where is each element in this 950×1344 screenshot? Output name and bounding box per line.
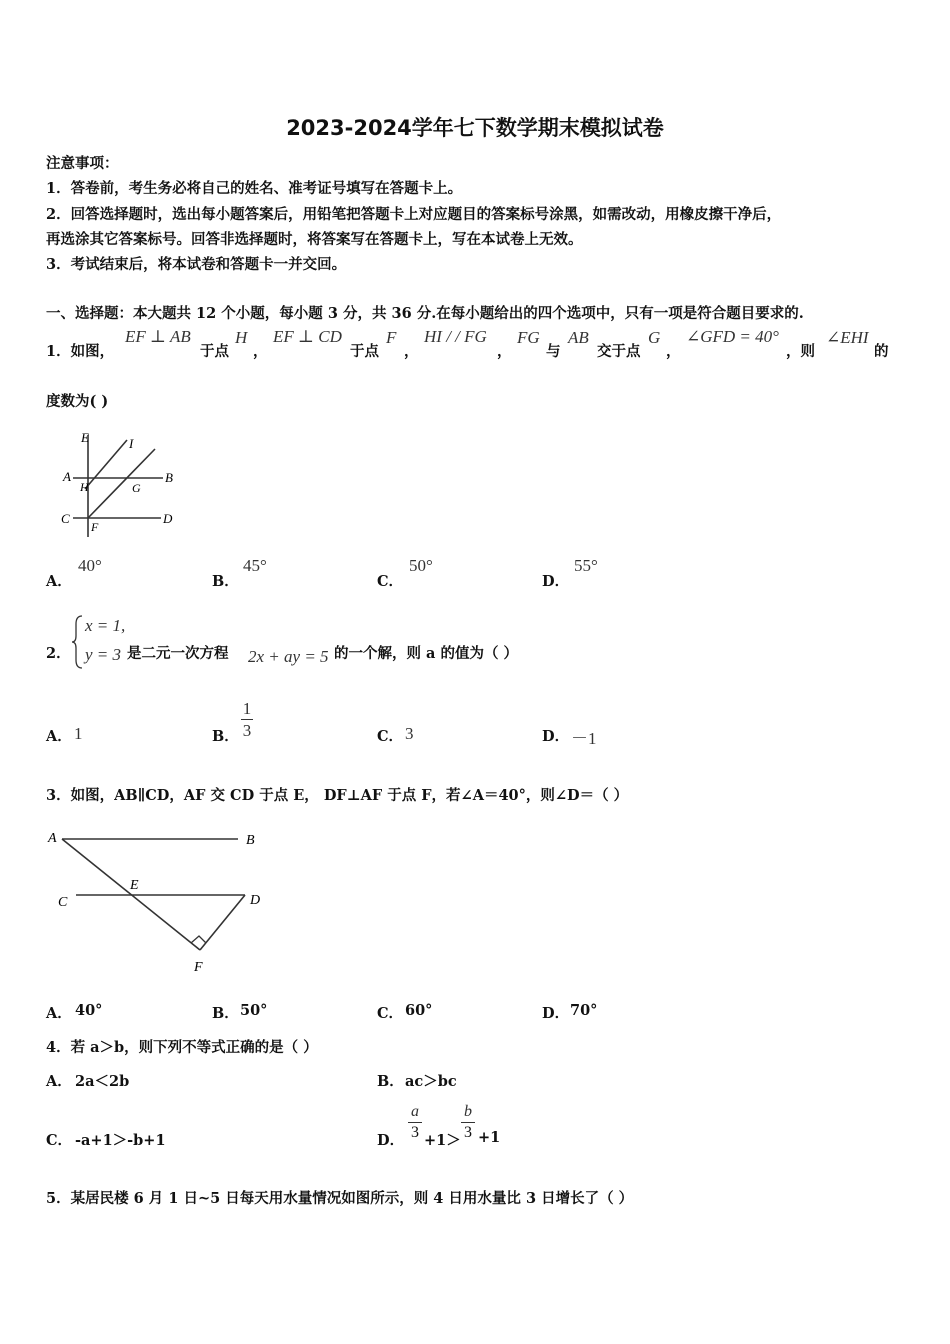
option-label: B． <box>212 728 239 745</box>
q1-text: ， <box>497 343 512 360</box>
label-e: E <box>81 430 89 445</box>
q1-text: 交于点 <box>597 343 641 360</box>
q3-text: 3．如图，AB∥CD，AF 交 CD 于点 E， DF⊥AF 于点 F，若∠A＝40°，则∠D＝（ ） <box>46 787 629 804</box>
notes-item-1: 1．答卷前，考生务必将自己的姓名、准考证号填写在答题卡上。 <box>46 180 463 197</box>
label-b: B <box>246 833 255 848</box>
label-h: H <box>80 480 89 494</box>
q1-text: 与 <box>546 343 561 360</box>
option-label: D． <box>542 728 570 745</box>
label-c: C <box>61 511 70 526</box>
q1-text: 于点 <box>200 343 229 360</box>
denominator: 3 <box>411 1124 419 1141</box>
label-g: G <box>132 481 141 495</box>
line-hi <box>85 440 127 489</box>
label-e: E <box>130 878 139 893</box>
notes-item-2: 2．回答选择题时，选出每小题答案后，用铅笔把答题卡上对应题目的答案标号涂黑，如需改动，用橡皮擦干净后， <box>46 206 782 223</box>
brace-icon <box>70 614 84 670</box>
numerator: 1 <box>242 699 252 718</box>
option-label: B． <box>212 1005 239 1022</box>
option-label: D． <box>377 1132 405 1149</box>
q1-math-fg: FG <box>517 328 540 347</box>
option-text: +1＞ <box>424 1132 461 1149</box>
fraction-a-over-3 <box>408 1104 422 1141</box>
label-d: D <box>250 893 261 908</box>
page-title: 2023-2024学年七下数学期末模拟试卷 <box>286 116 664 140</box>
option-value: 2a＜2b <box>75 1073 130 1090</box>
section-heading: 一、选择题：本大题共 12 个小题，每小题 3 分，共 36 分.在每小题给出的四个选项中，只有一项是符合题目要求的. <box>46 305 804 322</box>
q1-math-g: G <box>648 328 661 347</box>
option-value: 50° <box>409 556 433 575</box>
option-value: 40° <box>75 1002 103 1019</box>
q2-text-2: 的一个解，则 a 的值为（ ） <box>334 645 519 662</box>
label-a: A <box>63 469 71 484</box>
option-value: 45° <box>243 556 267 575</box>
q1-math-hi-parallel-fg: HI / / FG <box>424 327 487 346</box>
option-label: D． <box>542 573 570 590</box>
option-value-fraction <box>241 700 253 739</box>
option-label: C． <box>46 1132 73 1149</box>
q2-equation: 2x + ay = 5 <box>248 647 329 666</box>
q1-math-angle-ehi: ∠EHI <box>826 328 869 347</box>
option-value: 60° <box>405 1002 433 1019</box>
numerator: a <box>411 1103 419 1120</box>
option-value: ac＞bc <box>405 1073 457 1090</box>
q1-text: ， <box>666 343 681 360</box>
fraction-b-over-3 <box>461 1104 475 1141</box>
option-label: B． <box>377 1073 404 1090</box>
option-value: 3 <box>405 724 414 743</box>
label-i: I <box>129 436 134 451</box>
option-value: －1 <box>571 729 597 748</box>
option-label: D． <box>542 1005 570 1022</box>
option-value: 40° <box>78 556 102 575</box>
option-label: A． <box>46 1073 72 1090</box>
numerator: b <box>464 1103 472 1120</box>
label-f: F <box>91 520 99 534</box>
q1-line2: 度数为( ) <box>46 393 109 410</box>
denominator: 3 <box>242 721 252 740</box>
q1-text: ，则 <box>786 343 815 360</box>
label-b: B <box>165 470 173 485</box>
q1-text: 于点 <box>350 343 379 360</box>
q1-math-ef-perp-ab: EF ⊥ AB <box>125 327 191 346</box>
option-value: 1 <box>74 724 83 743</box>
q2-system-eq2: y = 3 <box>85 645 122 664</box>
q1-math-ef-perp-cd: EF ⊥ CD <box>273 327 342 346</box>
option-text: +1 <box>478 1129 501 1146</box>
notes-item-2-cont: 再选涂其它答案标号。回答非选择题时，将答案写在答题卡上，写在本试卷上无效。 <box>46 231 583 248</box>
option-label: A． <box>46 1005 72 1022</box>
q3-figure <box>40 822 280 982</box>
option-label: A． <box>46 728 72 745</box>
q2-system-eq1: x = 1, <box>85 616 126 635</box>
option-label: A． <box>46 573 72 590</box>
denominator: 3 <box>464 1124 472 1141</box>
q1-text: 的 <box>874 343 889 360</box>
q1-text: ， <box>253 343 268 360</box>
option-value: -a+1＞-b+1 <box>75 1132 166 1149</box>
q5-text: 5．某居民楼 6 月 1 日~5 日每天用水量情况如图所示，则 4 日用水量比 3 日增长了（ ） <box>46 1190 634 1207</box>
label-d: D <box>163 511 173 526</box>
label-f: F <box>194 960 203 975</box>
q1-math-angle-gfd: ∠GFD = 40° <box>686 327 779 346</box>
q4-text: 4．若 a＞b，则下列不等式正确的是（ ） <box>46 1039 318 1056</box>
q2-text: 是二元一次方程 <box>127 645 229 662</box>
q1-math-ab: AB <box>568 328 589 347</box>
q1-math-h: H <box>235 328 248 347</box>
option-value: 55° <box>574 556 598 575</box>
notes-item-3: 3．考试结束后，将本试卷和答题卡一并交回。 <box>46 256 347 273</box>
option-value: 70° <box>570 1002 598 1019</box>
option-label: B． <box>212 573 239 590</box>
notes-heading: 注意事项： <box>46 155 119 172</box>
option-label: C． <box>377 1005 404 1022</box>
option-label: C． <box>377 728 404 745</box>
label-c: C <box>58 895 68 910</box>
q1-math-f: F <box>386 328 397 347</box>
q1-figure <box>55 425 185 545</box>
line-df <box>200 895 245 950</box>
line-fg <box>88 449 155 518</box>
q1-text: ， <box>404 343 419 360</box>
right-angle-icon <box>191 936 206 943</box>
option-value: 50° <box>240 1002 268 1019</box>
option-label: C． <box>377 573 404 590</box>
label-a: A <box>48 831 57 846</box>
q1-number: 1．如图， <box>46 343 115 360</box>
q2-number: 2． <box>46 645 71 662</box>
